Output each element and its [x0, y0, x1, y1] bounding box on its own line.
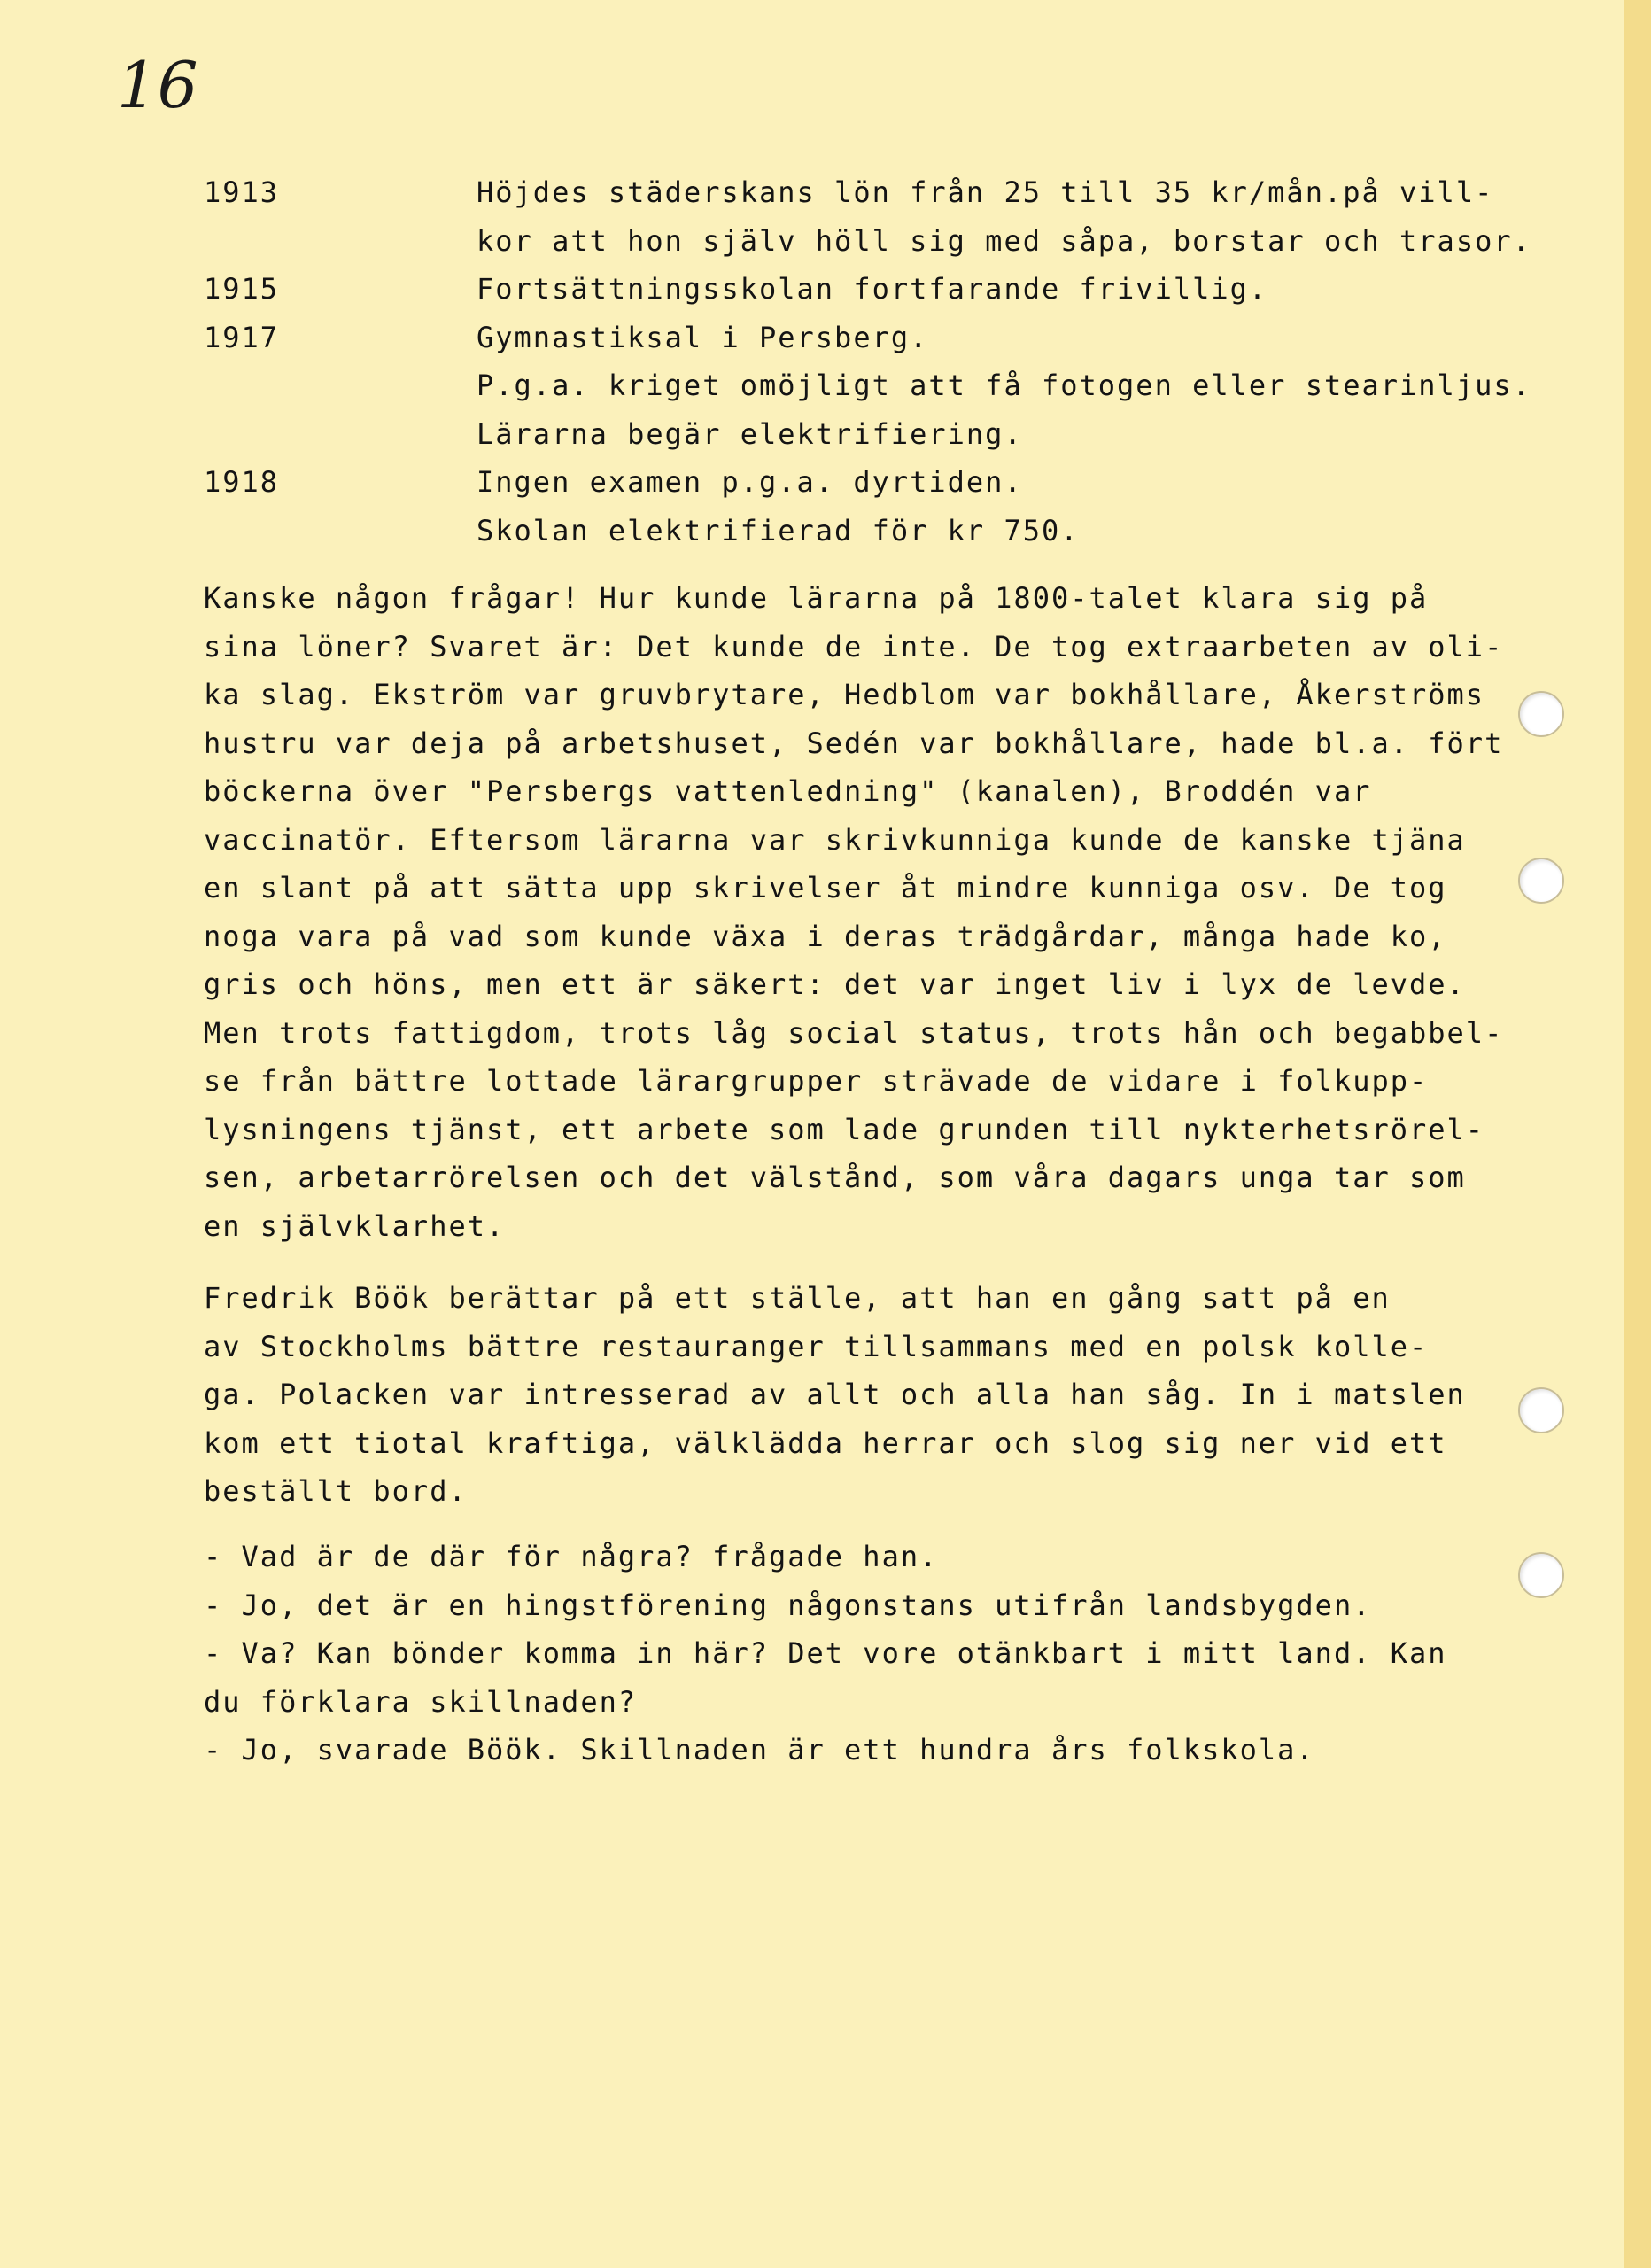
punch-hole: [1518, 691, 1564, 737]
paragraph-line: noga vara på vad som kunde växa i deras trädgårdar, många hade ko,: [204, 919, 1447, 953]
entry-line: kor att hon själv höll sig med såpa, borstar och trasor.: [477, 223, 1531, 258]
paragraph-line: lysningens tjänst, ett arbete som lade grunden till nykterhetsrörel-: [204, 1112, 1485, 1146]
paragraph-line: Fredrik Böök berättar på ett ställe, att han en gång satt på en: [204, 1281, 1391, 1315]
paragraph-line: hustru var deja på arbetshuset, Sedén var bokhållare, hade bl.a. fört: [204, 726, 1504, 760]
dialogue-line: - Jo, svarade Böök. Skillnaden är ett hundra års folkskola.: [204, 1733, 1315, 1767]
paragraph-line: se från bättre lottade lärargrupper strävade de vidare i folkupp-: [204, 1064, 1429, 1098]
paragraph-line: kom ett tiotal kraftiga, välklädda herrar och slog sig ner vid ett: [204, 1425, 1447, 1460]
entry-line: P.g.a. kriget omöjligt att få fotogen eller stearinljus.: [477, 369, 1531, 402]
dialogue-line: - Vad är de där för några? frågade han.: [204, 1540, 939, 1573]
entry-line: Höjdes städerskans lön från 25 till 35 kr/mån.på vill-: [477, 175, 1494, 209]
dialogue: [204, 1533, 1585, 1775]
dialogue-line: - Va? Kan bönder komma in här? Det vore otänkbart i mitt land. Kan: [204, 1636, 1447, 1670]
entry-year: 1917: [204, 320, 280, 354]
entry-line: Fortsättningsskolan fortfarande frivillig.: [477, 272, 1268, 306]
chronicle-entry: [204, 265, 1568, 314]
entry-line: Lärarna begär elektrifiering.: [477, 416, 1023, 451]
entry-year: 1913: [204, 175, 280, 209]
paragraph-teachers: [204, 574, 1585, 1250]
paragraph-line: ga. Polacken var intresserad av allt och alla han såg. In i matslen: [204, 1378, 1466, 1411]
paragraph-line: beställt bord.: [204, 1474, 468, 1508]
paragraph-line: gris och höns, men ett är säkert: det var inget liv i lyx de levde.: [204, 967, 1466, 1001]
paragraph-line: av Stockholms bättre restauranger tillsammans med en polsk kolle-: [204, 1329, 1429, 1363]
paragraph-line: en slant på att sätta upp skrivelser åt mindre kunniga osv. De tog: [204, 871, 1447, 905]
chronicle-entry: [204, 458, 1568, 555]
punch-hole: [1518, 1552, 1564, 1598]
punch-hole: [1518, 1387, 1564, 1433]
entry-text: [477, 265, 1568, 314]
chronicle-entry: [204, 314, 1568, 459]
dialogue-line: du förklara skillnaden?: [204, 1684, 638, 1719]
entry-line: Gymnastiksal i Persberg.: [477, 320, 929, 354]
chronicle-entry: [204, 168, 1568, 265]
paragraph-line: sen, arbetarrörelsen och det välstånd, som våra dagars unga tar som: [204, 1161, 1466, 1194]
page-number: 16: [117, 48, 198, 122]
paragraph-line: ka slag. Ekström var gruvbrytare, Hedblom var bokhållare, Åkerströms: [204, 678, 1485, 711]
dialogue-line: - Jo, det är en hingstförening någonstans utifrån landsbygden.: [204, 1588, 1372, 1622]
paper-edge: [1624, 0, 1651, 2268]
paragraph-line: Kanske någon frågar! Hur kunde lärarna på 1800-talet klara sig på: [204, 581, 1429, 615]
paragraph-line: vaccinatör. Eftersom lärarna var skrivkunniga kunde de kanske tjäna: [204, 822, 1466, 857]
entry-line: Ingen examen p.g.a. dyrtiden.: [477, 465, 1023, 499]
punch-hole: [1518, 858, 1564, 904]
entry-text: [477, 458, 1568, 555]
entry-year: 1918: [204, 465, 280, 499]
entry-line: Skolan elektrifierad för kr 750.: [477, 513, 1080, 548]
paragraph-book: [204, 1274, 1585, 1516]
entry-year: 1915: [204, 272, 280, 306]
entry-text: [477, 168, 1568, 265]
paragraph-line: böckerna över "Persbergs vattenledning" (kanalen), Broddén var: [204, 774, 1372, 808]
paragraph-line: en självklarhet.: [204, 1208, 506, 1243]
entry-text: [477, 314, 1568, 459]
chronicle-list: [204, 168, 1568, 555]
paragraph-line: Men trots fattigdom, trots låg social status, trots hån och begabbel-: [204, 1015, 1504, 1050]
bleed-through-decoration: [159, 1781, 177, 1812]
paragraph-line: sina löner? Svaret är: Det kunde de inte. De tog extraarbeten av oli-: [204, 629, 1504, 664]
